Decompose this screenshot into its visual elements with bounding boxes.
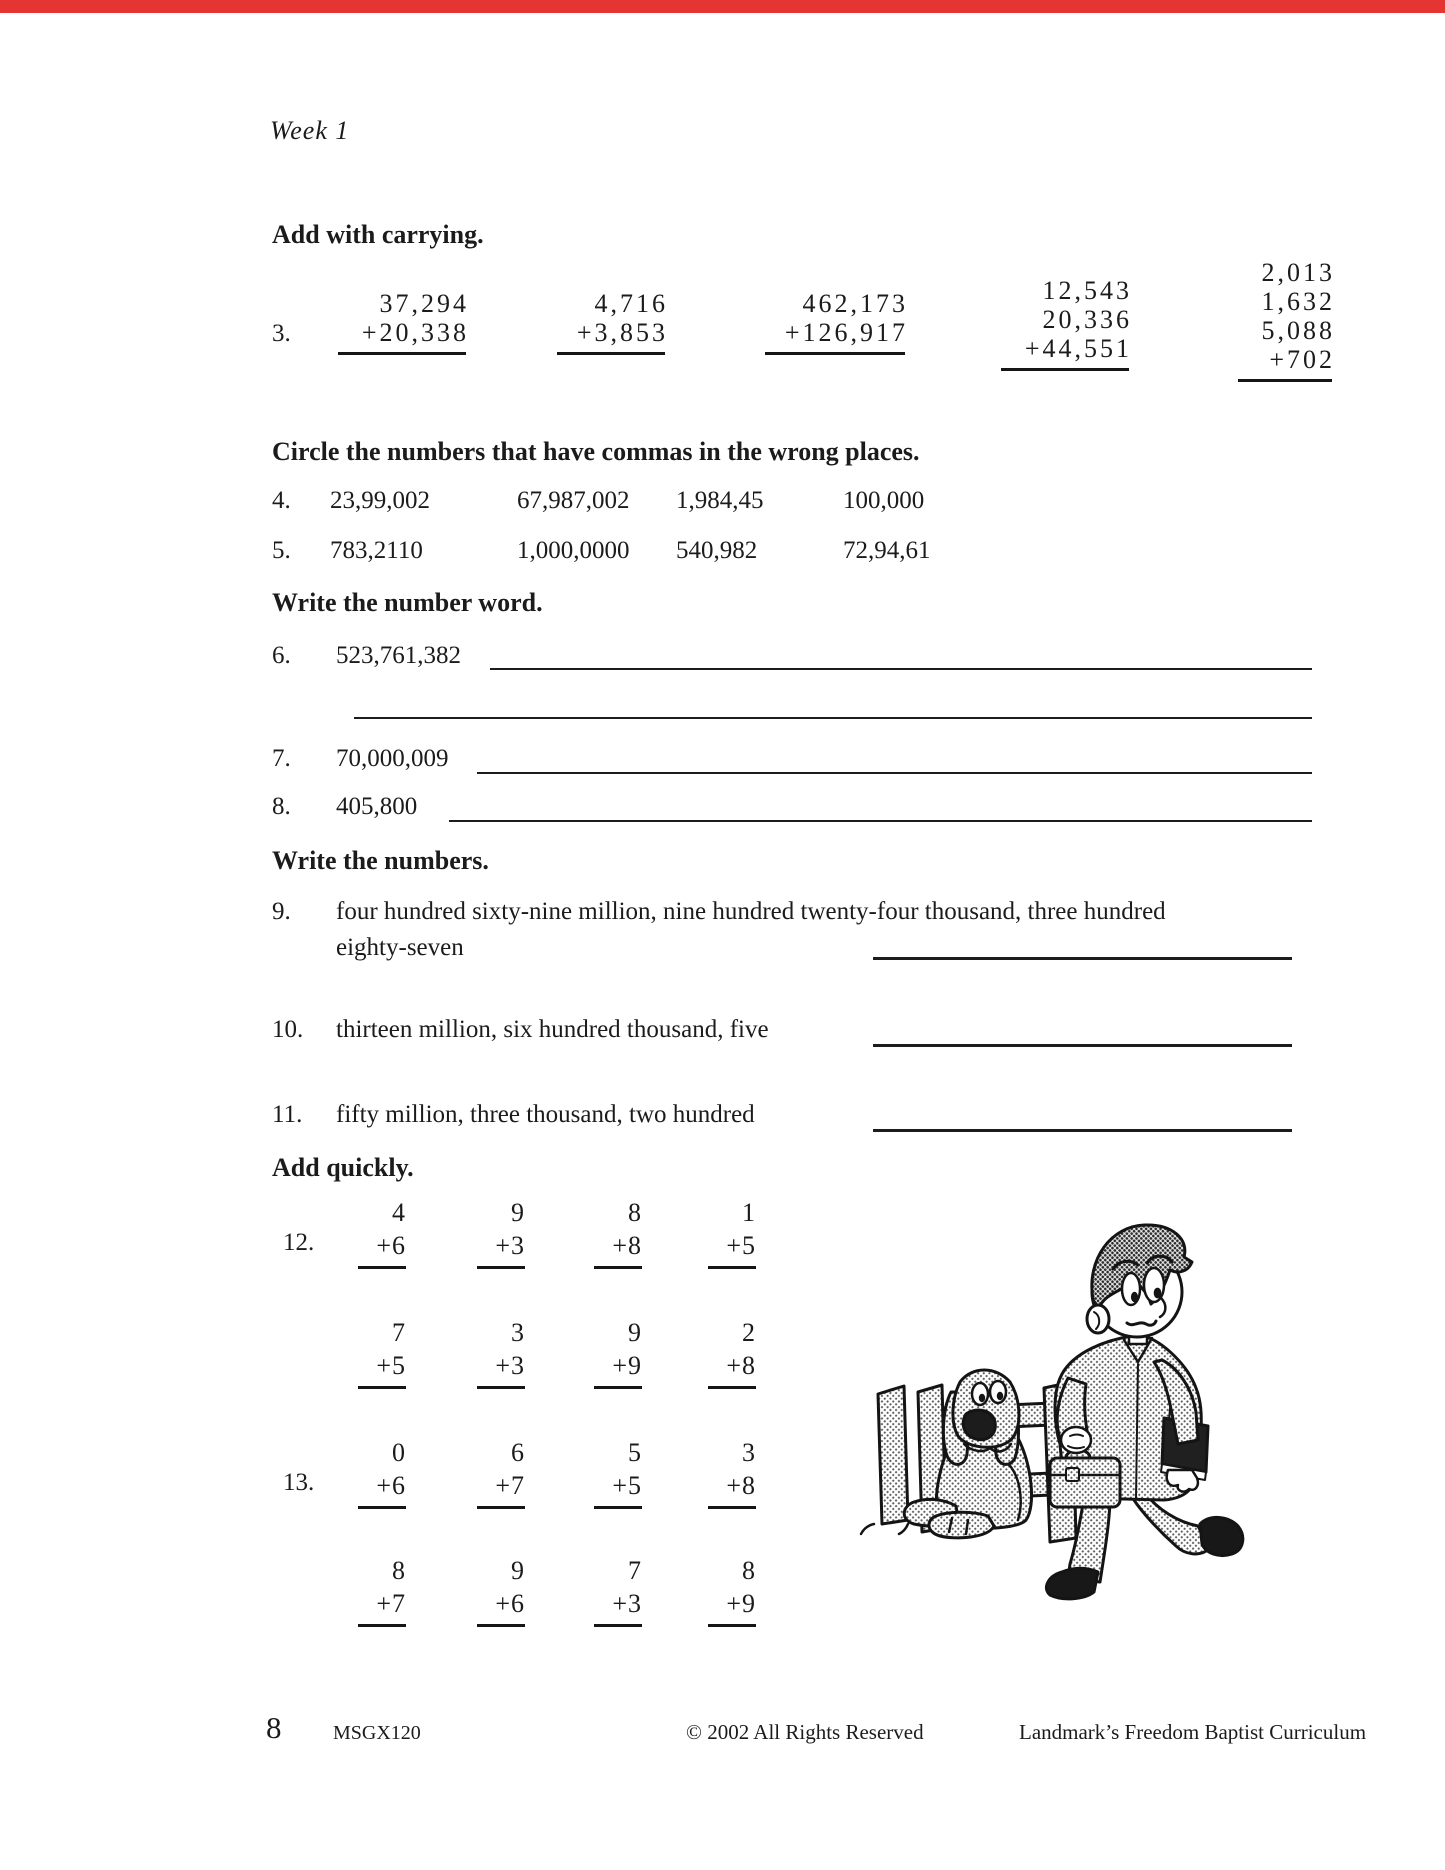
answer-line [354,717,1312,719]
comma-number: 23,99,002 [330,487,430,514]
addend: +7 [376,1589,406,1618]
comma-number: 67,987,002 [517,487,630,514]
sum-rule [358,1506,406,1509]
answer-line [873,957,1292,960]
ear [1087,1305,1109,1333]
sum-rule [708,1624,756,1627]
addend: +9 [612,1351,642,1380]
answer-line [477,772,1312,774]
sum-rule [477,1624,525,1627]
addend: 8 [392,1556,406,1585]
comma-number: 72,94,61 [843,537,931,564]
problem-number: 4. [272,487,291,514]
addend: +6 [376,1471,406,1500]
number-words: thirteen million, six hundred thousand, five [336,1016,769,1043]
quick-add-problem [477,1554,525,1627]
addend: +20,338 [361,318,469,347]
addend: 4 [392,1198,406,1227]
addend: 9 [511,1198,525,1227]
addend: 2,013 [1261,258,1335,287]
boy [1046,1225,1242,1599]
sum-rule [358,1386,406,1389]
addend: +5 [726,1231,756,1260]
briefcase [1050,1458,1120,1507]
sum-rule [477,1506,525,1509]
addend: 7 [628,1556,642,1585]
section-heading-circle-commas: Circle the numbers that have commas in the wrong places. [272,437,920,466]
addend: +8 [726,1471,756,1500]
answer-line [490,668,1312,670]
addend: 3 [742,1438,756,1467]
addition-problem [1001,276,1132,371]
quick-add-problem [594,1554,642,1627]
quick-add-problem [708,1436,756,1509]
addend: 7 [392,1318,406,1347]
addend: +3 [612,1589,642,1618]
addend: 6 [511,1438,525,1467]
comma-number: 100,000 [843,487,925,514]
quick-add-problem [358,1196,406,1269]
quick-add-problem [358,1436,406,1509]
top-edge-bar [0,0,1445,13]
section-heading-number-word: Write the number word. [272,588,543,617]
addend: +3,853 [576,318,668,347]
sum-rule [338,352,466,355]
addend: 462,173 [802,289,908,318]
quick-add-problem [358,1554,406,1627]
numeral: 523,761,382 [336,642,461,669]
footer-publisher: Landmark’s Freedom Baptist Curriculum [1019,1720,1367,1744]
quick-add-problem [708,1554,756,1627]
answer-line [449,820,1312,822]
problem-number: 3. [272,320,291,347]
sum-rule [594,1266,642,1269]
quick-add-problem [594,1316,642,1389]
addend: +3 [495,1231,525,1260]
addition-problem [557,289,668,355]
addend: 9 [628,1318,642,1347]
addend: 5 [628,1438,642,1467]
problem-number: 7. [272,745,291,772]
quick-add-problem [708,1316,756,1389]
addend: 20,336 [1042,305,1132,334]
answer-line [873,1129,1292,1132]
addend: +702 [1269,345,1335,374]
number-words: four hundred sixty-nine million, nine hundred twenty-four thousand, three hundred [336,898,1166,925]
addend: 37,294 [379,289,469,318]
problem-number: 11. [272,1101,303,1128]
numeral: 405,800 [336,793,418,820]
page-number: 8 [266,1710,282,1745]
quick-add-problem [477,1436,525,1509]
sum-rule [358,1624,406,1627]
addend: 4,716 [594,289,668,318]
addend: 1,632 [1261,287,1335,316]
sum-rule [708,1386,756,1389]
addend: +6 [376,1231,406,1260]
quick-add-problem [358,1316,406,1389]
addend: 2 [742,1318,756,1347]
sum-rule [594,1624,642,1627]
addend: 1 [742,1198,756,1227]
addend: 8 [628,1198,642,1227]
problem-number: 9. [272,898,291,925]
addend: 0 [392,1438,406,1467]
addend: +7 [495,1471,525,1500]
number-words: eighty-seven [336,934,464,961]
week-label: Week 1 [270,116,350,145]
problem-number: 13. [283,1469,315,1496]
sum-rule [557,352,665,355]
sum-rule [1001,368,1129,371]
sum-rule [708,1266,756,1269]
comma-number: 1,984,45 [676,487,764,514]
comma-number: 540,982 [676,537,758,564]
quick-add-problem [708,1196,756,1269]
sum-rule [708,1506,756,1509]
addition-problem [1238,258,1335,382]
addend: +5 [376,1351,406,1380]
addend: 12,543 [1042,276,1132,305]
problem-number: 8. [272,793,291,820]
problem-number: 6. [272,642,291,669]
sum-rule [765,352,905,355]
quick-add-problem [594,1436,642,1509]
comma-number: 783,2110 [330,537,423,564]
section-heading-add-carrying: Add with carrying. [272,220,484,249]
addend: +3 [495,1351,525,1380]
sum-rule [594,1386,642,1389]
addend: +44,551 [1024,334,1132,363]
quick-add-problem [477,1196,525,1269]
addend: 5,088 [1261,316,1335,345]
addend: 9 [511,1556,525,1585]
addend: 3 [511,1318,525,1347]
sum-rule [594,1506,642,1509]
problem-number: 12. [283,1229,315,1256]
addend: +8 [726,1351,756,1380]
sum-rule [477,1266,525,1269]
addition-problem [765,289,908,355]
comma-number: 1,000,0000 [517,537,630,564]
footer-copyright: © 2002 All Rights Reserved [686,1720,924,1744]
addend: 8 [742,1556,756,1585]
footer-code: MSGX120 [333,1722,421,1744]
addition-problem [338,289,469,355]
addend: +9 [726,1589,756,1618]
quick-add-problem [477,1316,525,1389]
sum-rule [358,1266,406,1269]
boy-and-dog-illustration [848,1212,1278,1602]
problem-number: 10. [272,1016,304,1043]
problem-number: 5. [272,537,291,564]
section-heading-write-numbers: Write the numbers. [272,846,489,875]
quick-add-problem [594,1196,642,1269]
addend: +5 [612,1471,642,1500]
sum-rule [1238,379,1332,382]
number-words: fifty million, three thousand, two hundred [336,1101,755,1128]
section-heading-add-quickly: Add quickly. [272,1153,414,1182]
addend: +126,917 [784,318,908,347]
answer-line [873,1044,1292,1047]
numeral: 70,000,009 [336,745,449,772]
addend: +8 [612,1231,642,1260]
addend: +6 [495,1589,525,1618]
sum-rule [477,1386,525,1389]
